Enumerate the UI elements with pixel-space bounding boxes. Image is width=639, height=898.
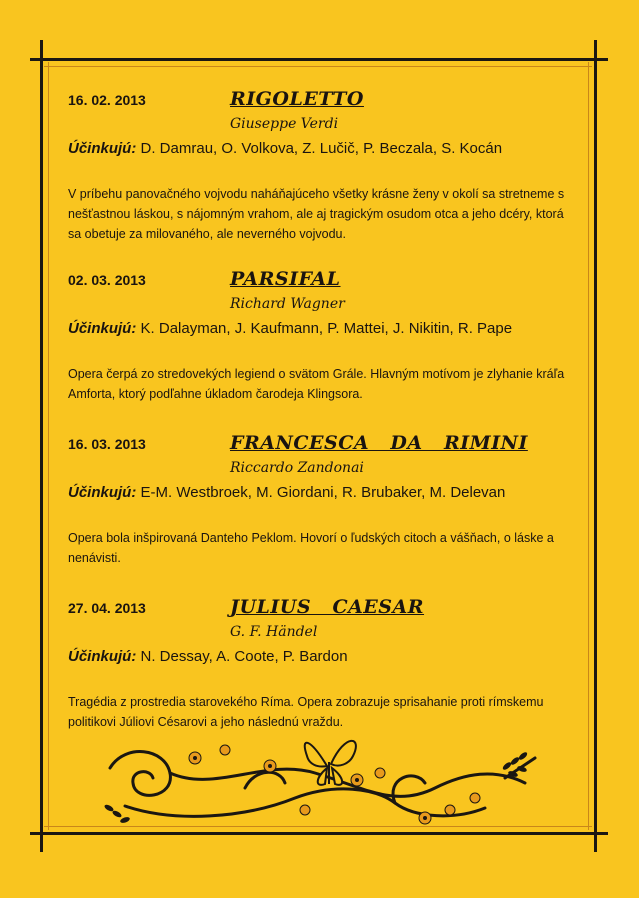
opera-description: Opera čerpá zo stredovekých legiend o svätom Grále. Hlavným motívom je zlyhanie kráľa Amforta, ktorý podľahne úkladom čarodeja Klingsora. <box>68 367 565 401</box>
cast-names: D. Damrau, O. Volkova, Z. Lučič, P. Beczala, S. Kocán <box>140 140 503 157</box>
composer-name: G. F. Händel <box>230 624 318 640</box>
cast-label: Účinkujú: <box>68 320 137 337</box>
frame-line-left <box>40 40 43 852</box>
opera-title: JULIUS CAESAR <box>230 596 425 618</box>
opera-title: FRANCESCA DA RIMINI <box>230 432 528 454</box>
opera-description: V príbehu panovačného vojvodu naháňajúceho všetky krásne ženy v okolí sa stretneme s nešťastnou láskou, s nájomným vrahom, ale aj tragickým osudom otca a jeho dcéry, ktorá sa obetuje za milovaného, ale neverného vojvodu. <box>68 187 565 241</box>
cast-names: E-M. Westbroek, M. Giordani, R. Brubaker, M. Delevan <box>140 484 506 501</box>
inner-frame-top <box>44 66 592 67</box>
frame-line-bottom <box>30 832 608 835</box>
performance-date: 16. 02. 2013 <box>68 92 146 108</box>
frame-line-top <box>30 58 608 61</box>
cast-label: Účinkujú: <box>68 648 137 665</box>
cast-line <box>68 648 348 665</box>
opera-title: RIGOLETTO <box>230 88 364 110</box>
composer-name: Riccardo Zandonai <box>230 460 364 476</box>
floral-scroll-butterfly-icon <box>95 728 545 828</box>
inner-frame-right <box>588 62 589 830</box>
frame-line-right <box>594 40 597 852</box>
inner-frame-left <box>48 62 49 830</box>
cast-line <box>68 140 502 157</box>
opera-description: Tragédia z prostredia starovekého Ríma. Opera zobrazuje sprisahanie proti rímskemu politikovi Júliovi Césarovi a jeho následnú vraždu. <box>68 695 544 729</box>
cast-names: N. Dessay, A. Coote, P. Bardon <box>140 648 348 665</box>
cast-label: Účinkujú: <box>68 140 137 157</box>
cast-line <box>68 484 505 501</box>
cast-names: K. Dalayman, J. Kaufmann, P. Mattei, J. Nikitin, R. Pape <box>140 320 513 337</box>
cast-line <box>68 320 512 337</box>
performance-date: 02. 03. 2013 <box>68 272 146 288</box>
performance-date: 27. 04. 2013 <box>68 600 146 616</box>
composer-name: Giuseppe Verdi <box>230 116 339 132</box>
composer-name: Richard Wagner <box>230 296 345 312</box>
performance-date: 16. 03. 2013 <box>68 436 146 452</box>
cast-label: Účinkujú: <box>68 484 137 501</box>
opera-title: PARSIFAL <box>230 268 341 290</box>
opera-description: Opera bola inšpirovaná Danteho Peklom. Hovorí o ľudských citoch a vášňach, o láske a nenávisti. <box>68 531 554 565</box>
